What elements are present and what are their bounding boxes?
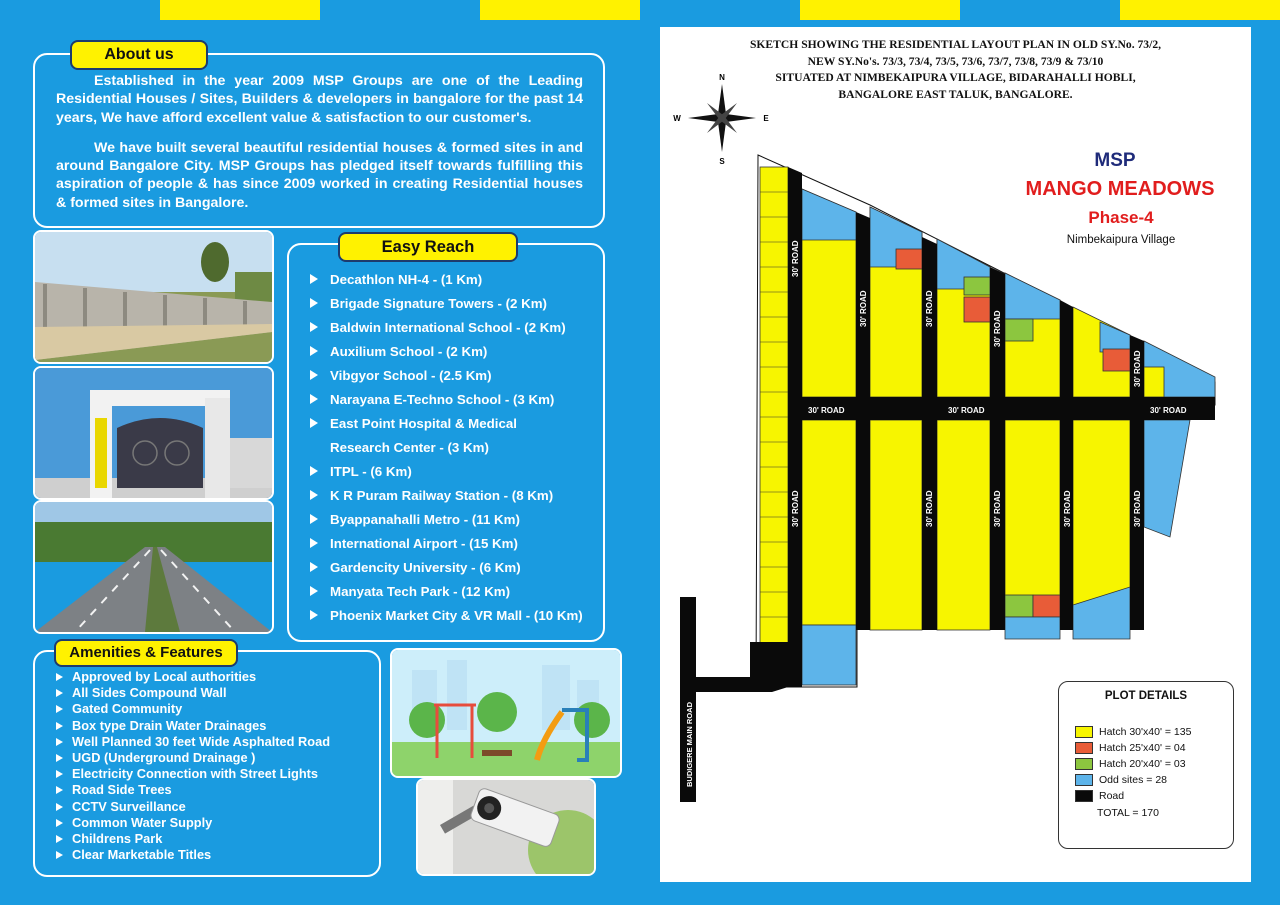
legend-row: Hatch 30'x40' = 135 (1075, 726, 1191, 739)
svg-text:W: W (673, 114, 681, 123)
list-item: Decathlon NH-4 - (1 Km) (310, 268, 583, 292)
road-label: 30' ROAD (993, 490, 1002, 527)
play-icon (310, 298, 318, 308)
blue-swatch-icon (1075, 774, 1093, 786)
asphalt-road-photo (33, 500, 274, 634)
list-item: CCTV Surveillance (56, 799, 330, 815)
legend-row: Odd sites = 28 (1075, 774, 1167, 787)
easy-reach-title: Easy Reach (338, 232, 518, 262)
list-item: Baldwin International School - (2 Km) (310, 316, 583, 340)
play-icon (310, 418, 318, 428)
list-item: Clear Marketable Titles (56, 847, 330, 863)
childrens-park-illustration (390, 648, 622, 778)
list-item: Manyata Tech Park - (12 Km) (310, 580, 583, 604)
list-item: Electricity Connection with Street Lights (56, 766, 330, 782)
legend-row: Hatch 25'x40' = 04 (1075, 742, 1186, 755)
play-icon (310, 322, 318, 332)
road-label: 30' ROAD (1150, 406, 1187, 415)
svg-text:N: N (719, 73, 725, 82)
main-road-label: BUDIGERE MAIN ROAD (685, 701, 694, 787)
legend-row: Road (1075, 790, 1124, 803)
top-accent-strip (800, 0, 960, 20)
layout-plan (660, 27, 1251, 882)
list-item: Brigade Signature Towers - (2 Km) (310, 292, 583, 316)
play-icon (56, 803, 63, 811)
list-item-continuation: Research Center - (3 Km) (330, 440, 489, 455)
play-icon (310, 346, 318, 356)
play-icon (56, 738, 63, 746)
compound-wall-photo (33, 230, 274, 364)
list-item: Common Water Supply (56, 815, 330, 831)
list-item: International Airport - (15 Km) (310, 532, 583, 556)
road-label: 30' ROAD (791, 240, 800, 277)
road-label: 30' ROAD (808, 406, 845, 415)
svg-text:S: S (719, 157, 725, 166)
list-item: Well Planned 30 feet Wide Asphalted Road (56, 734, 330, 750)
entrance-gate-photo (33, 366, 274, 500)
legend-total: TOTAL = 170 (1097, 807, 1159, 819)
about-paragraph: We have built several beautiful residential houses & formed sites in and around Bangalore City. MSP Groups has pledged itself towards fulfilling this aspiration of people & has since 2009 worked in creating Residential houses & formed sites in Bangalore. (56, 139, 583, 211)
road-label: 30' ROAD (948, 406, 985, 415)
play-icon (310, 274, 318, 284)
road-label: 30' ROAD (1063, 490, 1072, 527)
play-icon (56, 689, 63, 697)
red-swatch-icon (1075, 742, 1093, 754)
play-icon (310, 610, 318, 620)
amenities-list (56, 669, 330, 863)
list-item: Childrens Park (56, 831, 330, 847)
play-icon (56, 705, 63, 713)
svg-text:E: E (763, 114, 769, 123)
road-label: 30' ROAD (791, 490, 800, 527)
brand-name: MSP (1094, 150, 1136, 171)
top-accent-strip (480, 0, 640, 20)
legend-row: Hatch 20'x40' = 03 (1075, 758, 1186, 771)
green-swatch-icon (1075, 758, 1093, 770)
play-icon (56, 851, 63, 859)
yellow-swatch-icon (1075, 726, 1093, 738)
plot-details-legend (1058, 681, 1234, 849)
about-title: About us (70, 40, 208, 70)
play-icon (310, 394, 318, 404)
road-label: 30' ROAD (925, 290, 934, 327)
play-icon (310, 538, 318, 548)
list-item: Auxilium School - (2 Km) (310, 340, 583, 364)
list-item: Approved by Local authorities (56, 669, 330, 685)
list-item: All Sides Compound Wall (56, 685, 330, 701)
road-label: 30' ROAD (925, 490, 934, 527)
project-name: MANGO MEADOWS (1025, 178, 1215, 200)
amenities-title: Amenities & Features (54, 639, 238, 667)
road-label: 30' ROAD (859, 290, 868, 327)
phase-label: Phase-4 (1088, 208, 1154, 227)
about-paragraph: Established in the year 2009 MSP Groups are one of the Leading Residential Houses / Sites, Builders & developers in bangalore for the past 14 years, We have afford excellent value & satisfaction to our customer's. (56, 73, 583, 126)
road-label: 30' ROAD (993, 310, 1002, 347)
road-label: 30' ROAD (1133, 350, 1142, 387)
list-item: Phoenix Market City & VR Mall - (10 Km) (310, 604, 583, 628)
play-icon (310, 514, 318, 524)
black-swatch-icon (1075, 790, 1093, 802)
play-icon (56, 786, 63, 794)
list-item: Byappanahalli Metro - (11 Km) (310, 508, 583, 532)
list-item: East Point Hospital & Medical (310, 412, 583, 436)
list-item: ITPL - (6 Km) (310, 460, 583, 484)
play-icon (56, 770, 63, 778)
list-item: Gated Community (56, 701, 330, 717)
cctv-camera-photo (416, 778, 596, 876)
list-item: Box type Drain Water Drainages (56, 718, 330, 734)
easy-reach-list (310, 268, 583, 628)
play-icon (310, 586, 318, 596)
road-label: 30' ROAD (1133, 490, 1142, 527)
top-accent-strip (1120, 0, 1280, 20)
play-icon (56, 819, 63, 827)
play-icon (56, 673, 63, 681)
compass-icon (673, 73, 769, 166)
play-icon (310, 490, 318, 500)
play-icon (56, 835, 63, 843)
play-icon (310, 562, 318, 572)
play-icon (56, 722, 63, 730)
list-item: Vibgyor School - (2.5 Km) (310, 364, 583, 388)
play-icon (56, 754, 63, 762)
layout-header: SKETCH SHOWING THE RESIDENTIAL LAYOUT PLAN IN OLD SY.No. 73/2, NEW SY.No's. 73/3, 73/4, 73/5, 73/6, 73/7, 73/8, 73/9 & 73/10 SITUATED AT NIMBEKAIPURA VILLAGE, BIDARAHALLI HOBLI, BANGALORE EAST TALUK, BANGALORE. (749, 38, 1162, 102)
play-icon (310, 370, 318, 380)
village-label: Nimbekaipura Village (1066, 234, 1176, 246)
list-item: Gardencity University - (6 Km) (310, 556, 583, 580)
list-item: K R Puram Railway Station - (8 Km) (310, 484, 583, 508)
top-accent-strip (160, 0, 320, 20)
list-item: UGD (Underground Drainage ) (56, 750, 330, 766)
list-item: Road Side Trees (56, 782, 330, 798)
legend-title: PLOT DETAILS (1104, 690, 1188, 702)
play-icon (310, 466, 318, 476)
list-item: Narayana E-Techno School - (3 Km) (310, 388, 583, 412)
about-text (56, 72, 583, 224)
